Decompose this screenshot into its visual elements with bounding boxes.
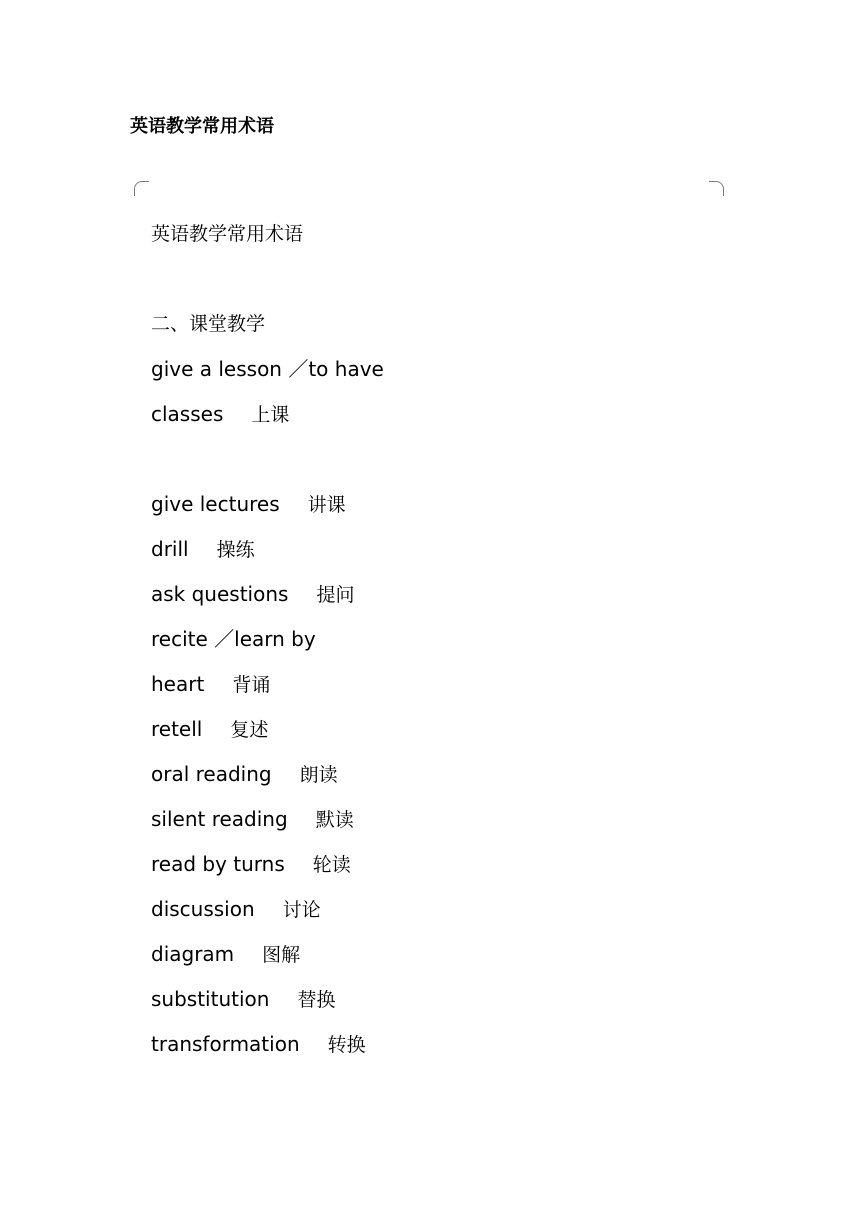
section-heading: 二、课堂教学 [151, 313, 266, 335]
term-line [151, 1022, 711, 1067]
term-line [151, 707, 711, 752]
term-chinese: 复述 [230, 719, 269, 741]
term-chinese: 默读 [315, 809, 354, 831]
term-line [151, 932, 711, 977]
term-line [151, 617, 711, 662]
term-chinese: 朗读 [299, 764, 338, 786]
term-chinese: 转换 [327, 1034, 366, 1056]
term-line [151, 392, 711, 437]
term-english: substitution [151, 987, 270, 1011]
blank-line [151, 437, 711, 482]
term-chinese: 图解 [262, 944, 301, 966]
term-english: give a lesson ／to have [151, 357, 384, 381]
term-line [151, 797, 711, 842]
term-line [151, 347, 711, 392]
term-chinese: 提问 [316, 584, 355, 606]
term-chinese: 背诵 [232, 674, 271, 696]
term-chinese: 讨论 [282, 899, 321, 921]
term-chinese: 上课 [251, 404, 290, 426]
top-right-corner-mark [709, 181, 724, 196]
term-english: ask questions [151, 582, 289, 606]
term-line [151, 527, 711, 572]
term-english: discussion [151, 897, 255, 921]
term-line [151, 752, 711, 797]
document-title: 英语教学常用术语 [130, 116, 274, 137]
term-english: read by turns [151, 852, 285, 876]
term-chinese: 轮读 [312, 854, 351, 876]
term-english: transformation [151, 1032, 300, 1056]
term-chinese: 操练 [216, 539, 255, 561]
body-subtitle: 英语教学常用术语 [151, 223, 304, 245]
term-english: classes [151, 402, 224, 426]
term-english: silent reading [151, 807, 288, 831]
term-chinese: 讲课 [307, 494, 346, 516]
blank-line [151, 257, 711, 302]
term-line [151, 482, 711, 527]
term-chinese: 替换 [297, 989, 336, 1011]
term-english: oral reading [151, 762, 272, 786]
term-english: drill [151, 537, 189, 561]
term-line [151, 887, 711, 932]
document-body [151, 212, 711, 1067]
term-line [151, 572, 711, 617]
term-line [151, 842, 711, 887]
term-english: retell [151, 717, 203, 741]
top-left-corner-mark [134, 181, 149, 196]
term-english: heart [151, 672, 205, 696]
term-english: recite ／learn by [151, 627, 316, 651]
term-line [151, 977, 711, 1022]
term-line [151, 662, 711, 707]
term-english: give lectures [151, 492, 280, 516]
term-english: diagram [151, 942, 235, 966]
